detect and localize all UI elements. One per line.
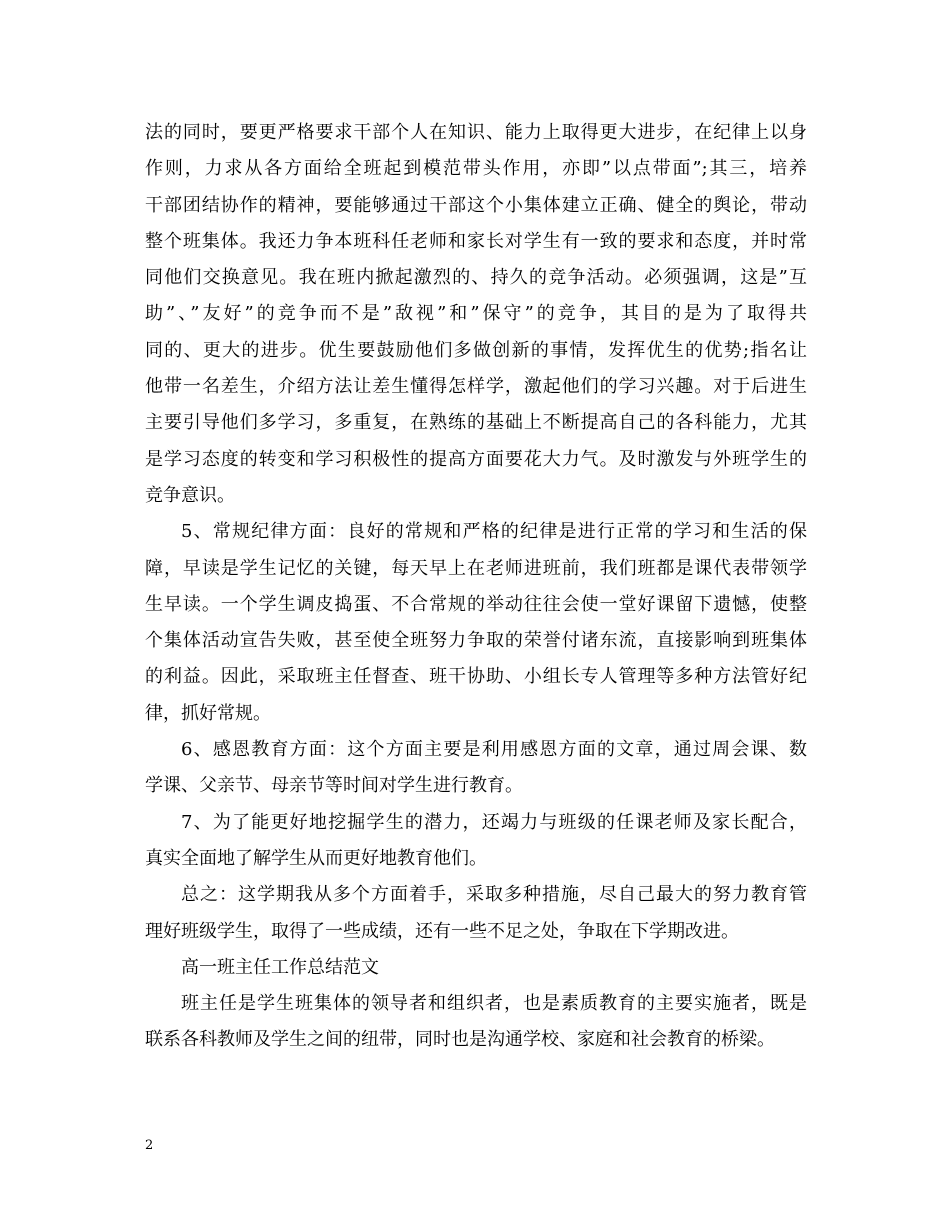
text-line: 的利益。因此，采取班主任督查、班干协助、小组长专人管理等多种方法管好纪: [145, 666, 807, 688]
text-line: 是学习态度的转变和学习积极性的提高方面要花大力气。及时激发与外班学生的: [145, 448, 807, 470]
text-line: 5、常规纪律方面：良好的常规和严格的纪律是进行正常的学习和生活的保: [181, 521, 807, 543]
text-line: 干部团结协作的精神，要能够通过干部这个小集体建立正确、健全的舆论，带动: [145, 194, 807, 216]
body-text: [145, 115, 807, 1059]
text-line: 生早读。一个学生调皮捣蛋、不合常规的举动往往会使一堂好课留下遗憾，使整: [145, 593, 807, 615]
text-line: 主要引导他们多学习，多重复，在熟练的基础上不断提高自己的各科能力，尤其: [145, 412, 807, 434]
text-line: 真实全面地了解学生从而更好地教育他们。: [145, 847, 487, 869]
text-line: 助”、”友好”的竞争而不是”敌视”和”保守”的竞争，其目的是为了取得共: [145, 303, 807, 325]
text-line: 班主任是学生班集体的领导者和组织者，也是素质教育的主要实施者，既是: [181, 993, 807, 1015]
text-line: 障，早读是学生记忆的关键，每天早上在老师进班前，我们班都是课代表带领学: [145, 557, 807, 579]
text-line: 竞争意识。: [145, 484, 235, 506]
text-line: 他带一名差生，介绍方法让差生懂得怎样学，激起他们的学习兴趣。对于后进生: [145, 376, 807, 398]
text-line: 学课、父亲节、母亲节等时间对学生进行教育。: [145, 775, 523, 797]
text-line: 法的同时，要更严格要求干部个人在知识、能力上取得更大进步，在纪律上以身: [145, 122, 807, 143]
text-line: 作则，力求从各方面给全班起到模范带头作用，亦即”以点带面”;其三，培养: [145, 158, 807, 180]
text-line: 6、感恩教育方面：这个方面主要是利用感恩方面的文章，通过周会课、数: [181, 739, 807, 761]
text-line: 同的、更大的进步。优生要鼓励他们多做创新的事情，发挥优生的优势;指名让: [145, 339, 807, 361]
text-line: 联系各科教师及学生之间的纽带，同时也是沟通学校、家庭和社会教育的桥梁。: [145, 1029, 775, 1051]
page-number: 2: [145, 1138, 154, 1153]
text-line: 7、为了能更好地挖掘学生的潜力，还竭力与班级的任课老师及家长配合，: [181, 811, 807, 833]
text-line: 整个班集体。我还力争本班科任老师和家长对学生有一致的要求和态度，并时常: [145, 230, 807, 252]
text-line: 律，抓好常规。: [145, 702, 271, 724]
text-line: 个集体活动宣告失败，甚至使全班努力争取的荣誉付诸东流，直接影响到班集体: [145, 630, 807, 652]
text-line: 理好班级学生，取得了一些成绩，还有一些不足之处，争取在下学期改进。: [145, 920, 739, 942]
text-line: 同他们交换意见。我在班内掀起激烈的、持久的竞争活动。必须强调，这是”互: [145, 267, 807, 289]
text-line: 总之：这学期我从多个方面着手，采取多种措施，尽自己最大的努力教育管: [181, 884, 807, 906]
text-line: 高一班主任工作总结范文: [181, 956, 379, 978]
